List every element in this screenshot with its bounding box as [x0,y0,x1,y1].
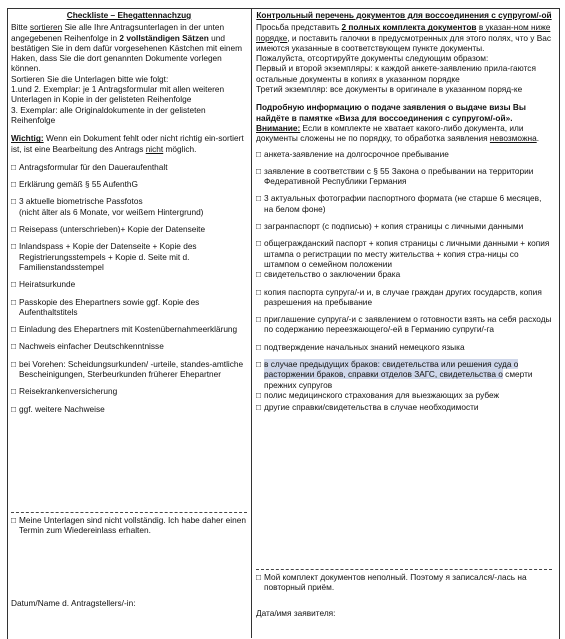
checkbox-icon[interactable]: □ [11,324,17,335]
dashed-divider [256,569,552,570]
checklist-item[interactable]: □ Einladung des Ehepartners mit Kostenübernahmeerklärung [11,324,238,335]
checkbox-icon[interactable]: □ [256,402,262,413]
checkbox-icon[interactable]: □ [11,224,17,235]
checkbox-icon[interactable]: □ [11,515,17,525]
russian-item-list [256,149,552,413]
checkbox-icon[interactable]: □ [11,358,17,369]
checklist-item[interactable]: □ Passkopie des Ehepartners sowie ggf. Kopie des Aufenthaltstitels [11,296,200,317]
checkbox-icon[interactable]: □ [256,389,262,400]
checklist-item[interactable]: □ загранпаспорт (с подписью) + копия страницы с личными данными [256,221,524,232]
checklist-item[interactable]: □ анкета-заявление на долгосрочное пребывание [256,148,449,159]
russian-incomplete-section [256,569,552,600]
checkbox-icon[interactable]: □ [11,296,17,307]
checklist-item[interactable]: □ в случае предыдущих браков: свидетельства или решения суда о расторжении браков, справки отделов ЗАГС, свидетельства о смерти прежних супругов [256,359,533,390]
checklist-item[interactable]: □ приглашение супруга/-и с заявлением о готовности взять на себя расходы по содержанию переезжающего/-ей в Германию супруги/-га [256,314,552,335]
incomplete-checkbox-item[interactable]: □ Meine Unterlagen sind nicht vollständig. Ich habe daher einen Termin zum Wiedereinlass erhalten. [11,515,246,536]
checklist-item[interactable]: □ Antragsformular für den Daueraufenthalt [11,161,168,172]
checkbox-icon[interactable]: □ [11,161,17,172]
checklist-item[interactable]: □ Reisepass (unterschrieben)+ Kopie der Datenseite [11,224,206,235]
checkbox-icon[interactable]: □ [256,314,262,325]
incomplete-checkbox-item[interactable]: □ Мой комплект документов неполный. Поэтому я записался/-лась на повторный приём. [256,572,527,593]
checklist-item[interactable]: □ Nachweis einfacher Deutschkenntnisse [11,341,164,352]
german-column [11,10,247,421]
checklist-item[interactable]: □ Reisekrankenversicherung [11,386,118,397]
german-sort-copies: 1.und 2. Exemplar: je 1 Antragsformular mit allen weiteren Unterlagen in Kopie in der gelisteten Reihenfolge [11,84,225,105]
checkbox-icon[interactable]: □ [11,341,17,352]
german-signature-label: Datum/Name d. Antragstellers/-in: [11,598,136,608]
checklist-item[interactable]: □ ggf. weitere Nachweise [11,403,105,414]
german-intro: Bitte sortieren Sie alle Ihre Antragsunterlagen in der unten angegebenen Reihenfolge in 2 vollständigen Sätzen und bestätigen Sie in dem dafür vorgesehenen Kästchen mit einem Haken, dass Sie die dort genannten Dokumente vorlegen können. [11,22,243,74]
checkbox-icon[interactable]: □ [256,359,262,370]
russian-sort-copies: Первый и второй экземпляры: к каждой анкете-заявлению прила-гаются остальные документы в копиях в указанном порядке [256,63,536,84]
checklist-item[interactable]: □ полис медицинского страхования для выезжающих за рубеж [256,389,500,400]
russian-warning: Внимание: Если в комплекте не хватает какого-либо документа, или документы сложены не по порядку, то обработка заявления невозможна. [256,122,540,144]
checklist-item[interactable]: □ общегражданский паспорт + копия страницы с личными данными + копия штампа о регистрации по месту жительства + копия стра-ницы со штампом о семейном положении [256,238,550,269]
checkbox-icon[interactable]: □ [11,196,17,207]
checklist-item[interactable]: □ Inlandspass + Kopie der Datenseite + Kopie des Registrierungsstempels + Kopie d. Seite mit d. Familienstandsstempel [11,241,197,272]
checklist-item[interactable]: □ свидетельство о заключении брака [256,269,401,280]
russian-sort-title: Пожалуйста, отсортируйте документы следующим образом: [256,53,489,64]
checkbox-icon[interactable]: □ [256,148,262,159]
checklist-item[interactable]: □ другие справки/свидетельства в случае необходимости [256,402,479,413]
checklist-item[interactable]: □ 3 актуальных фотографии паспортного формата (не старше 6 месяцев, на белом фоне) [256,193,542,214]
checkbox-icon[interactable]: □ [11,403,17,414]
russian-column [256,10,552,420]
german-item-list [11,162,247,414]
russian-signature-label: Дата/имя заявителя: [256,608,336,618]
checkbox-icon[interactable]: □ [256,572,262,582]
checkbox-icon[interactable]: □ [11,241,17,252]
russian-intro: Просьба представить 2 полных комплекта документов в указан-ном ниже порядке, и поставить галочки в предусмотренных для этого полях, что у Вас имеются указанные в соответствующем пункте документы. [256,22,552,53]
german-incomplete-section [11,512,247,543]
checklist-item[interactable]: □ 3 aktuelle biometrische Passfotos (nicht älter als 6 Monate, vor weißem Hintergrund) [11,196,204,217]
checkbox-icon[interactable]: □ [256,165,262,176]
checkbox-icon[interactable]: □ [256,269,262,280]
highlighted-text: в случае предыдущих браков: свидетельства или решения суда о расторжении браков, справки отделов ЗАГС, свидетельства о [264,359,519,380]
column-divider [251,8,252,638]
russian-title: Контрольный перечень документов для воссоединения с супругом/-ой [256,10,552,20]
checkbox-icon[interactable]: □ [11,279,17,290]
russian-info-title: Подробную информацию о подаче заявления о выдаче визы Вы найдёте в памятке «Виза для воссоединения с супругом/-ой». [256,102,527,123]
checkbox-icon[interactable]: □ [11,386,17,397]
checklist-item[interactable]: □ копия паспорта супруга/-и и, в случае граждан других государств, копия разрешения на пребывание [256,286,542,307]
checklist-item[interactable]: □ bei Vorehen: Scheidungsurkunden/ -urteile, standes-amtliche Bescheinigungen, Sterbeurkunden früherer Ehepartner [11,358,244,380]
checklist-item[interactable]: □ подтверждение начальных знаний немецкого языка [256,341,465,352]
checklist-item[interactable]: □ Heiratsurkunde [11,279,76,290]
checkbox-icon[interactable]: □ [256,221,262,232]
checkbox-icon[interactable]: □ [256,238,262,249]
checkbox-icon[interactable]: □ [256,286,262,297]
checkbox-icon[interactable]: □ [256,193,262,204]
checklist-item[interactable]: □ заявление в соответствии с § 55 Закона о пребывании на территории Федеративной Республики Германия [256,165,534,187]
checkbox-icon[interactable]: □ [256,341,262,352]
german-sort-originals: 3. Exemplar: alle Originaldokumente in der gelisteten Reihenfolge [11,104,206,125]
checklist-item[interactable]: □ Erklärung gemäß § 55 AufenthG [11,179,138,190]
german-warning: Wichtig: Wenn ein Dokument fehlt oder nicht richtig ein-sortiert ist, ist eine Bearbeitung des Antrags nicht möglich. [11,133,244,154]
checkbox-icon[interactable]: □ [11,179,17,190]
german-sort-title: Sortieren Sie die Unterlagen bitte wie folgt: [11,73,169,84]
dashed-divider [11,512,247,513]
german-title: Checkliste – Ehegattennachzug [66,10,192,20]
russian-sort-originals: Третий экземпляр: все документы в оригинале в указанном поряд-ке [256,84,523,95]
